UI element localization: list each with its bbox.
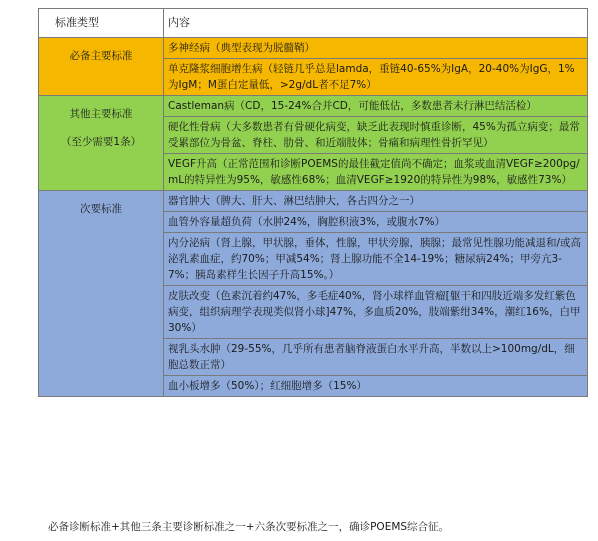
diagnosis-footnote: 必备诊断标准+其他三条主要诊断标准之一+六条次要标准之一，确诊POEMS综合征。	[48, 521, 450, 533]
criterion-cell: 皮肤改变（色素沉着约47%，多毛症40%，肾小球样血管瘤[躯干和四肢近端多发红紫色病变，组织病理学表现类似肾小球]47%，多血质20%，肢端紫绀34%，潮红16%，白甲30%）	[164, 286, 588, 339]
table-row	[39, 191, 588, 212]
category-other-major-label: 其他主要标准	[69, 108, 133, 120]
table-row	[39, 38, 588, 59]
poems-criteria-table	[38, 8, 588, 397]
criterion-cell: 多神经病（典型表现为脱髓鞘）	[164, 38, 588, 59]
category-required	[39, 38, 164, 96]
criterion-cell: 血管外容量超负荷（水肿24%，胸腔积液3%，或腹水7%）	[164, 212, 588, 233]
poems-criteria-table-wrapper	[38, 8, 588, 397]
criterion-cell: VEGF升高（正常范围和诊断POEMS的最佳截定值尚不确定；血浆或血清VEGF≥200pg/mL的特异性为95%，敏感性68%；血清VEGF≥1920的特异性为98%，敏感性73%）	[164, 154, 588, 191]
category-other-major-note: （至少需要1条）	[60, 136, 142, 148]
criterion-cell: 血小板增多（50%）；红细胞增多（15%）	[164, 376, 588, 397]
category-other-major	[39, 96, 164, 191]
category-minor	[39, 191, 164, 397]
criterion-cell: Castleman病（CD，15-24%合并CD，可能低估，多数患者未行淋巴结活检）	[164, 96, 588, 117]
category-minor-label: 次要标准	[80, 203, 122, 215]
table-row	[39, 96, 588, 117]
criterion-cell: 器官肿大（脾大、肝大、淋巴结肿大，各占四分之一）	[164, 191, 588, 212]
header-content: 内容	[164, 9, 588, 38]
header-type: 标准类型	[39, 9, 164, 38]
criterion-cell: 单克隆浆细胞增生病（轻链几乎总是lamda，重链40-65%为IgA，20-40%为IgG，1%为IgM；M蛋白定量低，>2g/dL者不足7%）	[164, 59, 588, 96]
criterion-cell: 硬化性骨病（大多数患者有骨硬化病变，缺乏此表现时慎重诊断，45%为孤立病变；最常受累部位为骨盆、脊柱、肋骨、和近端肢体；骨痛和病理性骨折罕见）	[164, 117, 588, 154]
table-header-row	[39, 9, 588, 38]
criterion-cell: 视乳头水肿（29-55%，几乎所有患者脑脊液蛋白水平升高，半数以上>100mg/dL，细胞总数正常）	[164, 339, 588, 376]
criterion-cell: 内分泌病（肾上腺，甲状腺，垂体，性腺，甲状旁腺，胰腺；最常见性腺功能减退和/或高泌乳素血症，约70%；甲减54%；肾上腺功能不全14-19%；糖尿病24%；甲旁亢3-7%；胰岛素样生长因子升高15%。）	[164, 233, 588, 286]
category-required-label: 必备主要标准	[69, 50, 133, 62]
